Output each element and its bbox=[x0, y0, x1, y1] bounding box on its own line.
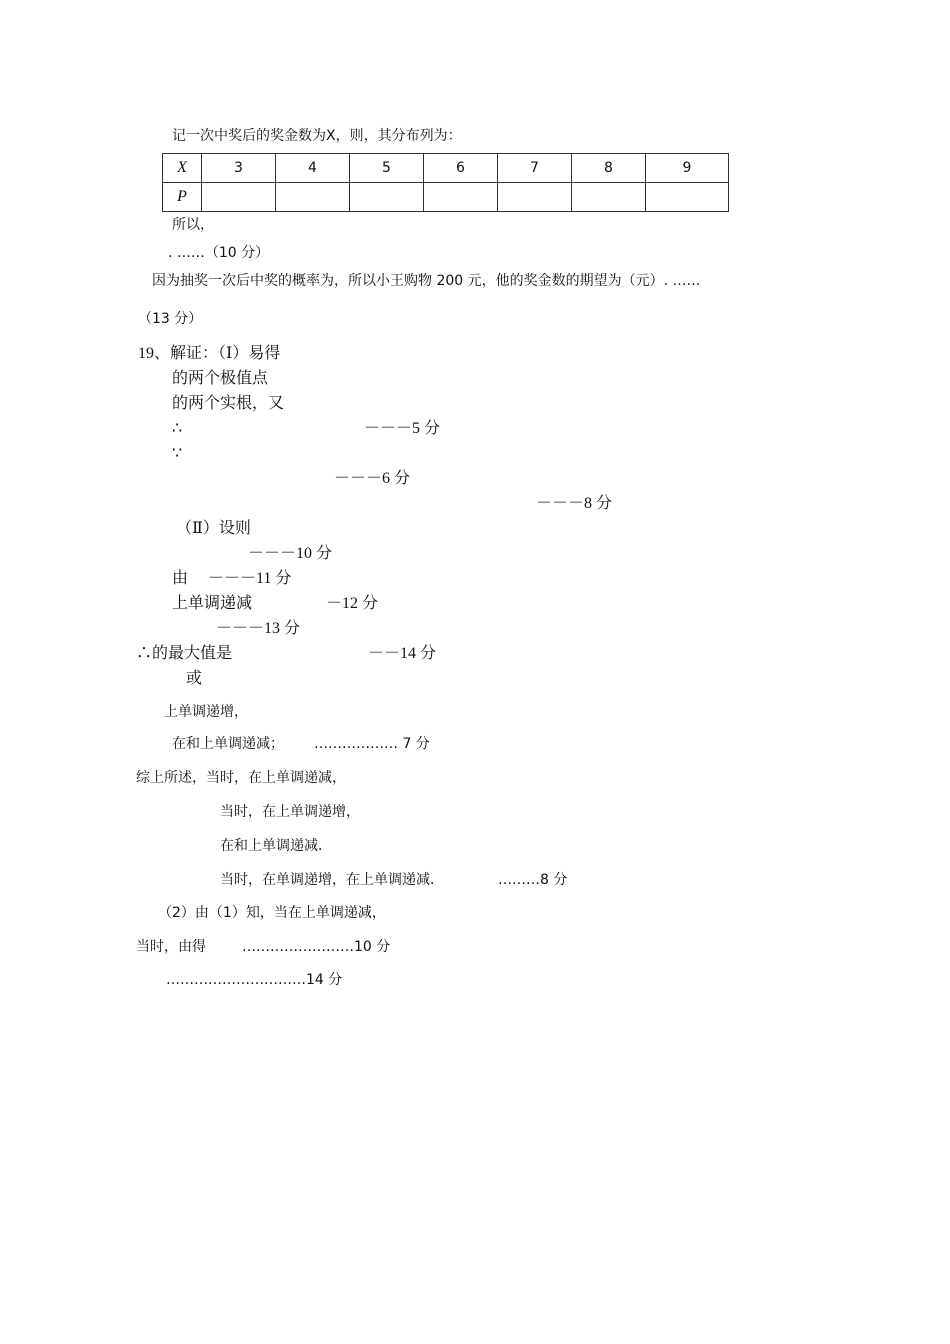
table-cell-empty bbox=[350, 183, 424, 212]
points-7: ……………… 7 分 bbox=[314, 736, 430, 752]
points-8: ………8 分 bbox=[498, 872, 568, 888]
part-2-known: （2）由（1）知，当在上单调递减， bbox=[158, 905, 386, 921]
points-12: －12 分 bbox=[326, 595, 379, 612]
points-14: －－14 分 bbox=[368, 645, 437, 662]
row-header-p: P bbox=[163, 183, 202, 212]
table-cell-value: 6 bbox=[424, 154, 498, 183]
points-11: －－－11 分 bbox=[208, 570, 292, 587]
decreasing-text: 上单调递减 bbox=[172, 595, 253, 612]
table-cell-empty bbox=[424, 183, 498, 212]
table-row-x bbox=[163, 154, 729, 183]
therefore-symbol: ∴ bbox=[172, 420, 183, 437]
from-text: 由 bbox=[172, 570, 189, 587]
table-cell-empty bbox=[498, 183, 572, 212]
table-row-p bbox=[163, 183, 729, 212]
expectation-text: 因为抽奖一次后中奖的概率为，所以小王购物 200 元，他的奖金数的期望为（元）. …… bbox=[152, 273, 701, 289]
table-cell-value: 7 bbox=[498, 154, 572, 183]
or-text: 或 bbox=[186, 670, 203, 687]
row-header-x: X bbox=[163, 154, 202, 183]
summary-line-2: 当时，在上单调递增， bbox=[220, 804, 360, 820]
real-roots-line: 的两个实根，又 bbox=[172, 395, 285, 412]
points-13: （13 分） bbox=[138, 311, 203, 327]
table-cell-value: 5 bbox=[350, 154, 424, 183]
table-cell-value: 3 bbox=[202, 154, 276, 183]
points-10: ……………………10 分 bbox=[242, 939, 391, 955]
table-cell-empty bbox=[646, 183, 729, 212]
points-6: －－－6 分 bbox=[334, 470, 411, 487]
points-8: －－－8 分 bbox=[536, 495, 613, 512]
distribution-intro: 记一次中奖后的奖金数为X，则，其分布列为： bbox=[172, 128, 462, 144]
table-cell-empty bbox=[202, 183, 276, 212]
points-10: . ……（10 分） bbox=[168, 245, 270, 261]
part-2-set: （Ⅱ）设则 bbox=[176, 520, 251, 537]
points-14: …………………………14 分 bbox=[166, 972, 343, 988]
distribution-table bbox=[162, 153, 729, 212]
because-symbol: ∵ bbox=[172, 445, 183, 462]
when-get-text: 当时，由得 bbox=[136, 939, 206, 955]
so-text: 所以， bbox=[172, 217, 214, 233]
problem-19-heading: 19、解证：（Ⅰ）易得 bbox=[138, 345, 281, 362]
summary-line-4: 当时，在单调递增，在上单调递减. bbox=[220, 872, 435, 888]
and-decreasing-text: 在和上单调递减； bbox=[172, 736, 284, 752]
table-cell-value: 8 bbox=[572, 154, 646, 183]
max-value-text: ∴的最大值是 bbox=[136, 645, 233, 662]
extreme-points-line: 的两个极值点 bbox=[172, 370, 269, 387]
table-cell-empty bbox=[572, 183, 646, 212]
table-cell-value: 9 bbox=[646, 154, 729, 183]
points-5: －－－5 分 bbox=[364, 420, 441, 437]
increasing-text: 上单调递增， bbox=[164, 704, 248, 720]
table-cell-value: 4 bbox=[276, 154, 350, 183]
summary-line-3: 在和上单调递减. bbox=[220, 838, 323, 854]
points-10: －－－10 分 bbox=[248, 545, 333, 562]
summary-line-1: 综上所述，当时，在上单调递减， bbox=[136, 770, 346, 786]
points-13: －－－13 分 bbox=[216, 620, 301, 637]
table-cell-empty bbox=[276, 183, 350, 212]
